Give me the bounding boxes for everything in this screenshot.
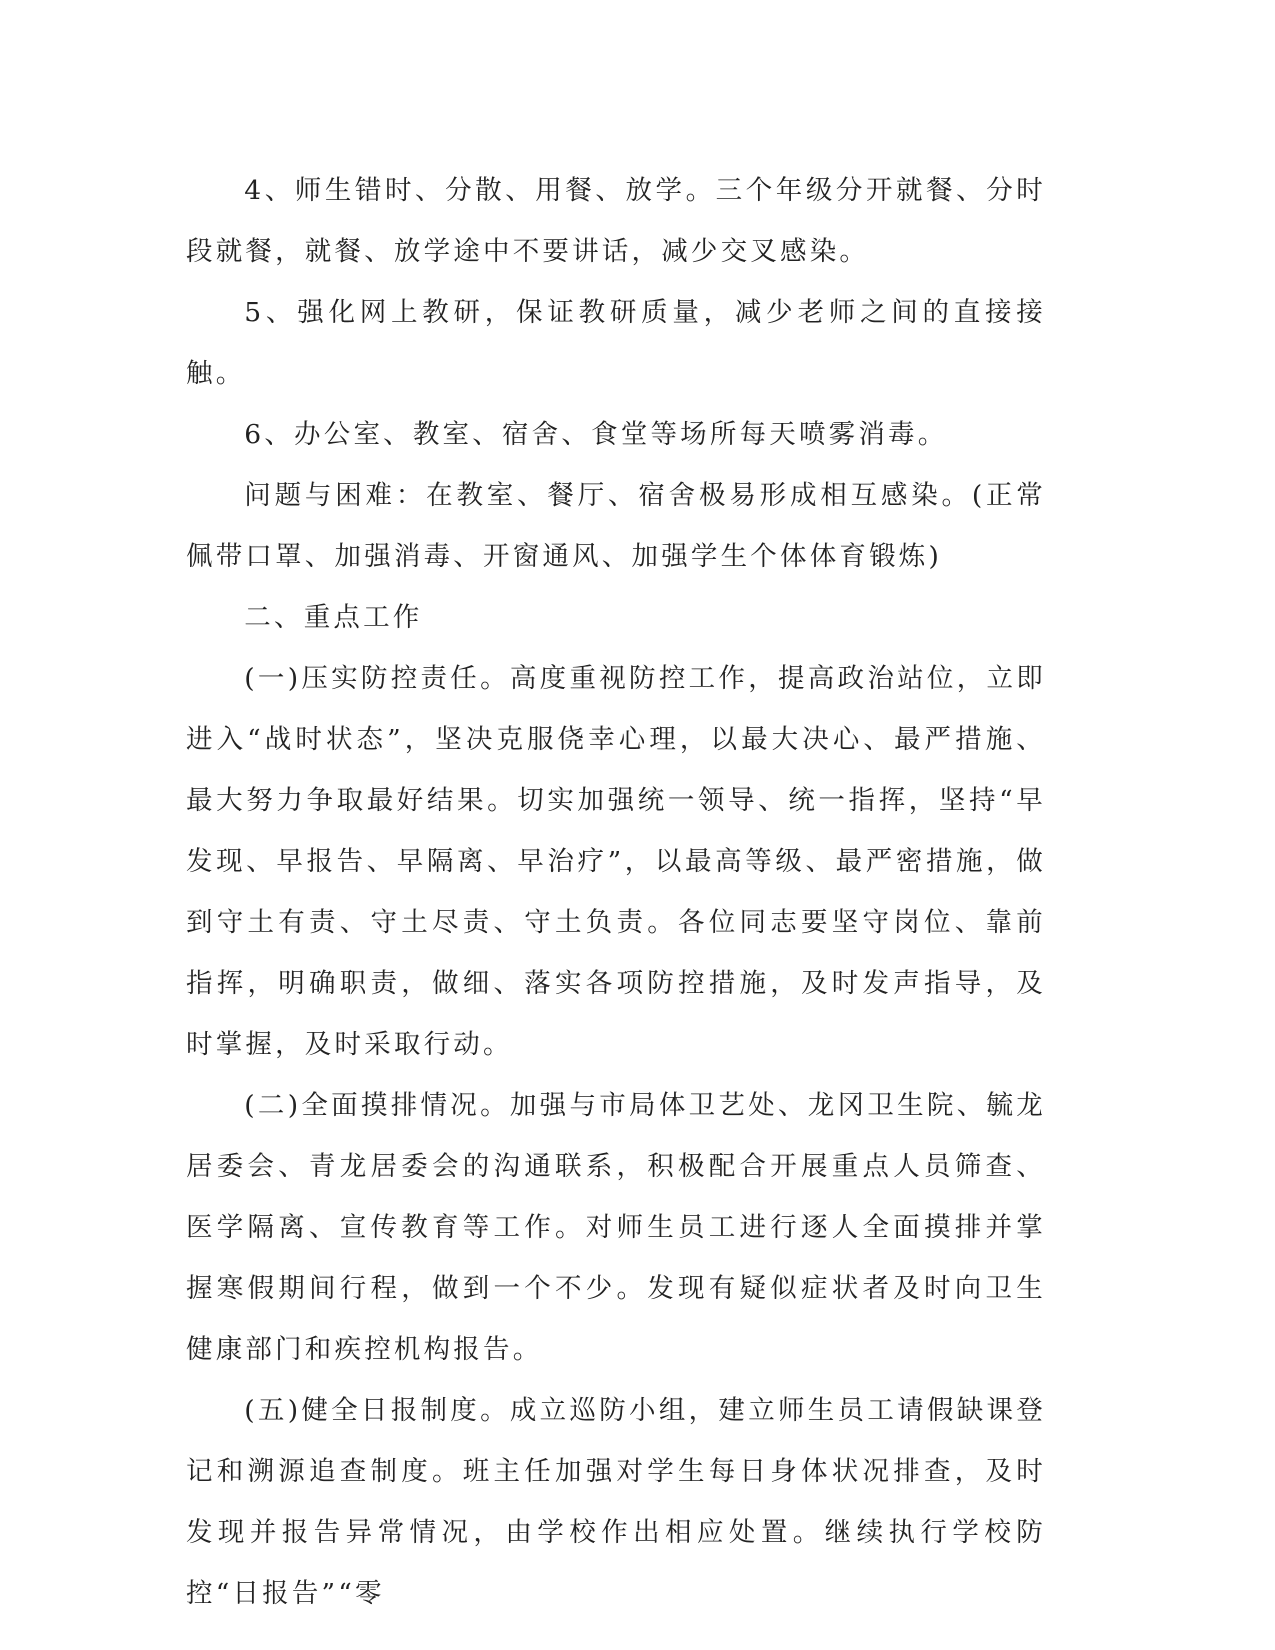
section-heading-key-work: 二、重点工作 <box>244 602 423 633</box>
document-body <box>186 160 1046 1624</box>
paragraph-item-4: 4、师生错时、分散、用餐、放学。三个年级分开就餐、分时段就餐，就餐、放学途中不要讲话，减少交叉感染。 <box>186 175 1046 267</box>
paragraph-screening: (二)全面摸排情况。加强与市局体卫艺处、龙冈卫生院、毓龙居委会、青龙居委会的沟通联系，积极配合开展重点人员筛查、医学隔离、宣传教育等工作。对师生员工进行逐人全面摸排并掌握寒假期间行程，做到一个不少。发现有疑似症状者及时向卫生健康部门和疾控机构报告。 <box>186 1090 1046 1365</box>
paragraph-responsibility: (一)压实防控责任。高度重视防控工作，提高政治站位，立即进入“战时状态”，坚决克服侥幸心理，以最大决心、最严措施、最大努力争取最好结果。切实加强统一领导、统一指挥，坚持“早发现、早报告、早隔离、早治疗”，以最高等级、最严密措施，做到守土有责、守土尽责、守土负责。各位同志要坚守岗位、靠前指挥，明确职责，做细、落实各项防控措施，及时发声指导，及时掌握，及时采取行动。 <box>186 663 1046 1060</box>
paragraph-item-5: 5、强化网上教研，保证教研质量，减少老师之间的直接接触。 <box>186 297 1046 389</box>
paragraph-daily-report: (五)健全日报制度。成立巡防小组，建立师生员工请假缺课登记和溯源追查制度。班主任加强对学生每日身体状况排查，及时发现并报告异常情况，由学校作出相应处置。继续执行学校防控“日报告”“零 <box>186 1395 1046 1609</box>
paragraph-item-6: 6、办公室、教室、宿舍、食堂等场所每天喷雾消毒。 <box>244 419 948 450</box>
paragraph-problems: 问题与困难：在教室、餐厅、宿舍极易形成相互感染。(正常佩带口罩、加强消毒、开窗通风、加强学生个体体育锻炼) <box>186 480 1046 572</box>
